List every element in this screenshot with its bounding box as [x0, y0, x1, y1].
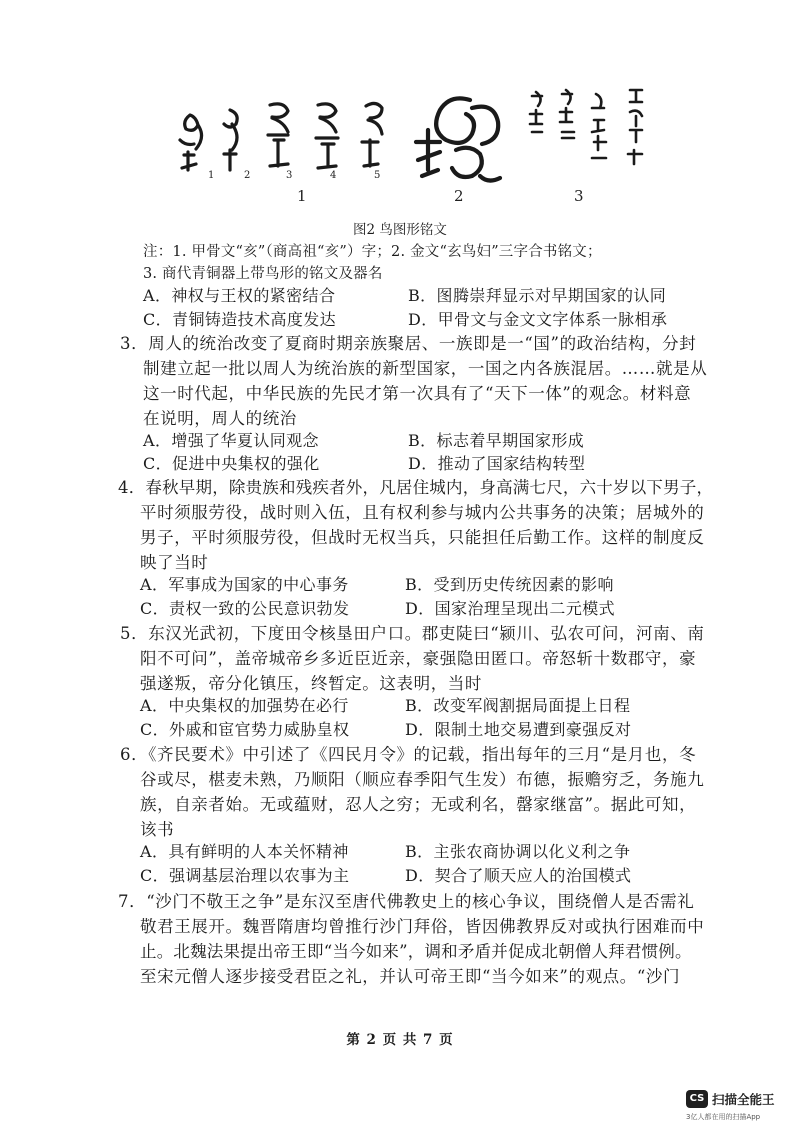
q6-option-d: D．契合了顺天应人的治国模式	[405, 866, 632, 885]
glyph-number-2: 2	[244, 170, 251, 181]
q5-option-b: B．改变军阀割据局面提上日程	[405, 696, 631, 715]
q5-stem-line-1: 5．东汉光武初，下度田令核垦田户口。郡吏陡曰“颍川、弘农可问，河南、南	[120, 624, 705, 643]
q4-stem-line-2: 平时须服劳役，战时则入伍，且有权利参与城内公共事务的决策；居城外的	[140, 503, 705, 522]
q5-option-c: C．外戚和宦官势力威胁皇权	[140, 720, 350, 739]
q6-option-a: A．具有鲜明的人本关怀精神	[140, 842, 349, 861]
q7-stem-line-4: 至宋元僧人逐步接受君臣之礼，并认可帝王即“当今如来”的观点。“沙门	[140, 967, 681, 986]
q4-stem-line-3: 男子，平时须服劳役，但战时无权当兵，只能担任后勤工作。这样的制度反	[140, 528, 705, 547]
bird-inscription-figure	[160, 80, 660, 215]
q7-stem-line-2: 敬君王展开。魏晋隋唐均曾推行沙门拜俗，皆因佛教界反对或执行困难而中	[140, 917, 705, 936]
bronze-xuanniaofu-glyph	[416, 98, 500, 180]
q6-stem-line-1: 6．《齐民要术》中引述了《四民月令》的记载，指出每年的三月“是月也，冬	[120, 745, 697, 764]
q3-stem-line-2: 制建立起一批以周人为统治族的新型国家，一国之内各族混居。……就是从	[143, 359, 708, 378]
figure-note-1: 注：1. 甲骨文“亥”（商高祖“亥”）字；2. 金文“玄鸟妇”三字合书铭文；	[143, 244, 602, 260]
q4-option-d: D．国家治理呈现出二元模式	[405, 599, 616, 618]
q2-option-c: C．青铜铸造技术高度发达	[143, 310, 337, 329]
glyph-number-1: 1	[208, 170, 215, 181]
q3-stem-line-3: 这一时代起，中华民族的先民才第一次具有了“天下一体”的观念。材料意	[143, 384, 692, 403]
q3-option-c: C．促进中央集权的强化	[143, 454, 320, 473]
q6-option-c: C．强调基层治理以农事为主	[140, 866, 350, 885]
vessel-inscription-glyphs	[530, 90, 642, 164]
glyph-number-4: 4	[330, 170, 337, 181]
group-number-2: 2	[454, 187, 464, 205]
q2-option-b: B．图腾崇拜显示对早期国家的认同	[408, 286, 667, 305]
q5-option-a: A．中央集权的加强势在必行	[140, 696, 349, 715]
camscanner-logo-icon: CS	[686, 1090, 708, 1108]
figure-note-2: 3. 商代青铜器上带鸟形的铭文及器名	[143, 266, 383, 282]
group-number-1: 1	[297, 187, 307, 205]
glyph-number-5: 5	[374, 170, 381, 181]
q2-option-a: A．神权与王权的紧密结合	[143, 286, 336, 305]
scanner-app-name: 扫描全能王	[712, 1092, 775, 1107]
q6-stem-line-2: 谷或尽，椹麦未熟，乃顺阳（顺应春季阳气生发）布德，振赡穷乏，务施九	[140, 770, 705, 789]
q3-stem-line-1: 3．周人的统治改变了夏商时期亲族聚居、一族即是一“国”的政治结构，分封	[120, 334, 697, 353]
q2-option-d: D．甲骨文与金文文字体系一脉相承	[408, 310, 668, 329]
page-number-footer: 第 2 页 共 7 页	[346, 1032, 454, 1048]
oracle-bone-glyph-4	[316, 104, 338, 168]
q4-option-b: B．受到历史传统因素的影响	[405, 575, 614, 594]
q6-stem-line-4: 该书	[140, 820, 175, 839]
glyph-number-3: 3	[286, 170, 293, 181]
q5-stem-line-2: 阳不可问”，盖帝城帝乡多近臣近亲，豪强隐田匿口。帝怒斩十数郡守，豪	[140, 649, 697, 668]
bird-glyphs-image	[160, 80, 660, 215]
q5-stem-line-3: 强遂叛，帝分化镇压，终暂定。这表明，当时	[140, 674, 482, 693]
q4-option-a: A．军事成为国家的中心事务	[140, 575, 349, 594]
figure-caption: 图2 鸟图形铭文	[353, 222, 447, 238]
q7-stem-line-3: 止。北魏法果提出帝王即“当今如来”，调和矛盾并促成北朝僧人拜君惯例。	[140, 942, 692, 961]
q6-option-b: B．主张农商协调以化义利之争	[405, 842, 631, 861]
group-number-3: 3	[574, 187, 584, 205]
q6-stem-line-3: 族，自亲者始。无或蕴财，忍人之穷；无或利名，罄家继富”。据此可知，	[140, 795, 697, 814]
oracle-bone-glyph-3	[268, 104, 288, 166]
oracle-bone-glyph-2	[224, 110, 237, 170]
q4-option-c: C．责权一致的公民意识勃发	[140, 599, 350, 618]
scanner-watermark	[686, 1086, 790, 1126]
q3-option-b: B．标志着早期国家形成	[408, 431, 585, 450]
q7-stem-line-1: 7．“沙门不敬王之争”是东汉至唐代佛教史上的核心争议，围绕僧人是否需礼	[118, 892, 695, 911]
q5-option-d: D．限制土地交易遭到豪强反对	[405, 720, 632, 739]
oracle-bone-glyph-5	[362, 103, 382, 166]
q3-option-d: D．推动了国家结构转型	[408, 454, 586, 473]
q3-stem-line-4: 在说明，周人的统治	[143, 409, 297, 428]
q4-stem-line-1: 4．春秋早期，除贵族和残疾者外，凡居住城内，身高满七尺，六十岁以下男子，	[118, 478, 714, 497]
q3-option-a: A．增强了华夏认同观念	[143, 431, 319, 450]
oracle-bone-glyph-1	[180, 115, 202, 170]
scanner-tagline: 3亿人都在用的扫描App	[686, 1113, 761, 1121]
q4-stem-line-4: 映了当时	[140, 553, 209, 572]
